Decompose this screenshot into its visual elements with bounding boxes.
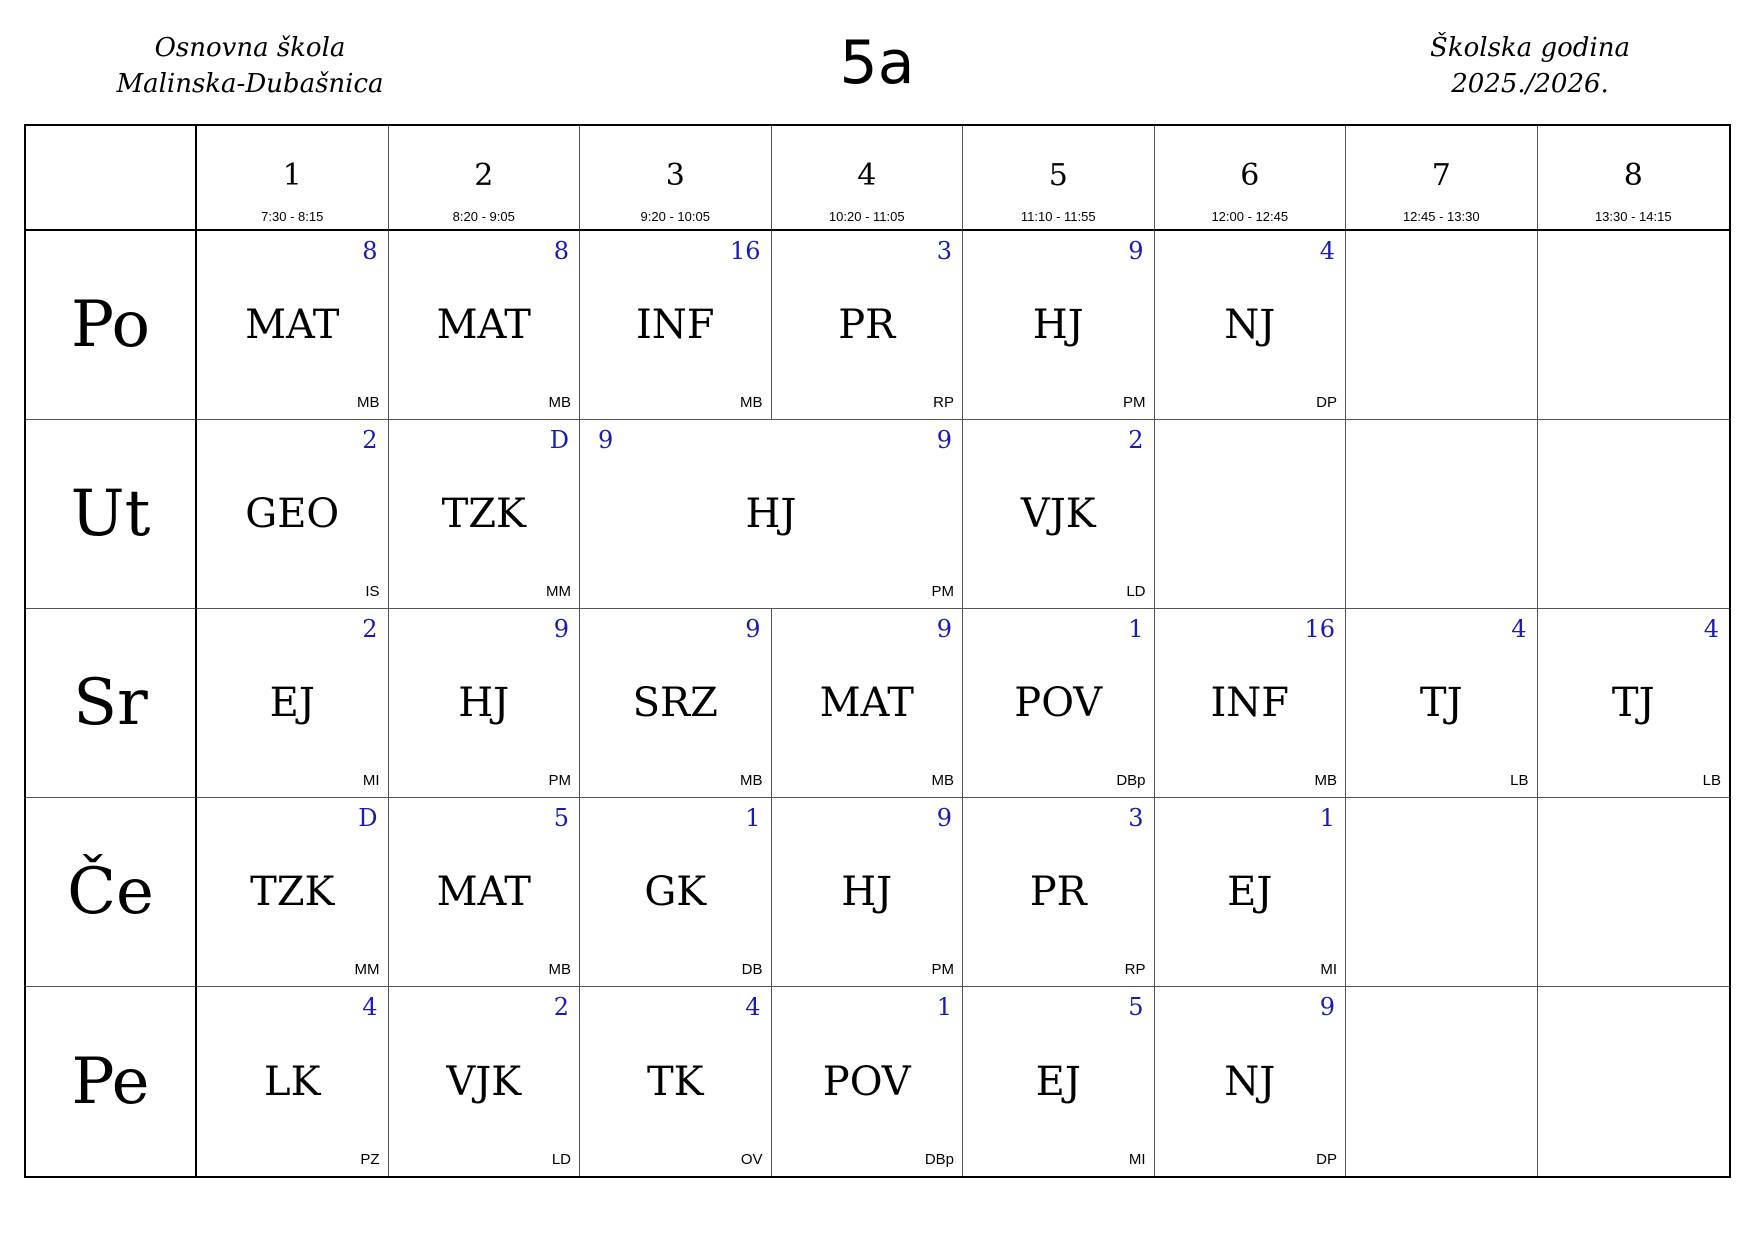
room-number: 3 bbox=[936, 237, 952, 265]
empty-cell bbox=[1538, 420, 1730, 609]
room-number: 9 bbox=[1319, 993, 1335, 1021]
room-number: 2 bbox=[553, 993, 569, 1021]
teacher-initials: DB bbox=[741, 961, 763, 978]
teacher-initials: MB bbox=[740, 394, 763, 411]
school-name bbox=[60, 30, 440, 102]
teacher-initials: MI bbox=[1320, 961, 1337, 978]
period-header bbox=[580, 126, 772, 231]
room-number: 4 bbox=[1319, 237, 1335, 265]
subject: EJ bbox=[1227, 869, 1273, 915]
school-year bbox=[1360, 30, 1700, 102]
period-time: 8:20 - 9:05 bbox=[452, 209, 515, 224]
empty-cell bbox=[1538, 231, 1730, 420]
room-number: 1 bbox=[1319, 804, 1335, 832]
subject: HJ bbox=[1032, 302, 1084, 348]
timetable-grid bbox=[24, 124, 1731, 1178]
teacher-initials: MI bbox=[362, 772, 380, 789]
teacher-initials: MB bbox=[548, 961, 571, 978]
room-number: 4 bbox=[362, 993, 378, 1021]
period-time: 11:10 - 11:55 bbox=[1020, 209, 1096, 224]
period-number: 5 bbox=[1048, 158, 1068, 193]
teacher-initials: PM bbox=[548, 772, 571, 789]
subject: VJK bbox=[1020, 491, 1096, 537]
lesson-cell[interactable] bbox=[963, 609, 1155, 798]
subject: VJK bbox=[446, 1058, 522, 1105]
period-time: 9:20 - 10:05 bbox=[640, 209, 710, 224]
teacher-initials: PZ bbox=[360, 1151, 380, 1168]
period-header bbox=[197, 126, 389, 231]
teacher-initials: MB bbox=[1314, 772, 1337, 789]
subject: TJ bbox=[1419, 680, 1463, 726]
empty-cell bbox=[1538, 987, 1730, 1176]
subject: MAT bbox=[436, 302, 531, 348]
subject: POV bbox=[822, 1058, 911, 1105]
teacher-initials: MB bbox=[931, 772, 954, 789]
lesson-cell[interactable] bbox=[389, 987, 581, 1176]
subject: PR bbox=[838, 302, 896, 348]
lesson-cell[interactable] bbox=[197, 987, 389, 1176]
lesson-cell[interactable] bbox=[1155, 609, 1347, 798]
teacher-initials: PM bbox=[931, 583, 954, 600]
day-label: Pe bbox=[71, 1044, 150, 1119]
room-number: 8 bbox=[553, 237, 569, 265]
lesson-cell[interactable] bbox=[1155, 987, 1347, 1176]
room-number: D bbox=[549, 426, 569, 454]
room-number-left: 9 bbox=[598, 426, 614, 454]
room-number: 9 bbox=[936, 615, 952, 643]
teacher-initials: PM bbox=[1123, 394, 1146, 411]
room-number: 4 bbox=[1703, 615, 1719, 643]
room-number: 9 bbox=[553, 615, 569, 643]
corner-cell bbox=[26, 126, 197, 231]
teacher-initials: OV bbox=[740, 1151, 763, 1168]
teacher-initials: MB bbox=[357, 394, 380, 411]
lesson-cell[interactable] bbox=[389, 609, 581, 798]
subject: HJ bbox=[458, 680, 510, 726]
empty-cell bbox=[1538, 798, 1730, 987]
lesson-cell[interactable] bbox=[1346, 609, 1538, 798]
room-number: 3 bbox=[1128, 804, 1144, 832]
day-label: Če bbox=[67, 855, 154, 929]
day-label-cell bbox=[26, 987, 197, 1176]
room-number: 4 bbox=[745, 993, 761, 1021]
lesson-cell[interactable] bbox=[963, 798, 1155, 987]
school-year-line1: Školska godina bbox=[1430, 33, 1630, 63]
subject: HJ bbox=[841, 869, 893, 915]
room-number: 16 bbox=[1304, 615, 1335, 643]
room-number: 2 bbox=[362, 615, 378, 643]
subject: GEO bbox=[245, 491, 340, 537]
empty-cell bbox=[1155, 420, 1347, 609]
school-year-line2: 2025./2026. bbox=[1451, 69, 1609, 99]
lesson-cell[interactable] bbox=[197, 798, 389, 987]
subject: NJ bbox=[1224, 302, 1276, 348]
subject: EJ bbox=[269, 680, 315, 726]
lesson-cell[interactable] bbox=[1155, 231, 1347, 420]
subject: TJ bbox=[1611, 680, 1655, 726]
period-number: 3 bbox=[665, 158, 685, 193]
subject: POV bbox=[1014, 680, 1103, 726]
room-number: D bbox=[358, 804, 378, 832]
period-header bbox=[772, 126, 964, 231]
subject: NJ bbox=[1224, 1058, 1276, 1105]
teacher-initials: MM bbox=[354, 961, 380, 978]
school-name-line1: Osnovna škola bbox=[154, 33, 346, 63]
day-label: Ut bbox=[70, 477, 151, 551]
period-header bbox=[1346, 126, 1538, 231]
period-number: 1 bbox=[282, 158, 302, 193]
lesson-cell[interactable] bbox=[1155, 798, 1347, 987]
room-number: 2 bbox=[362, 426, 378, 454]
lesson-cell[interactable] bbox=[197, 420, 389, 609]
empty-cell bbox=[1346, 231, 1538, 420]
lesson-cell[interactable] bbox=[197, 609, 389, 798]
room-number: 16 bbox=[729, 237, 761, 265]
period-time: 13:30 - 14:15 bbox=[1594, 209, 1672, 224]
room-number: 9 bbox=[936, 804, 952, 832]
teacher-initials: DBp bbox=[1116, 772, 1146, 789]
teacher-initials: LB bbox=[1702, 772, 1721, 789]
period-number: 4 bbox=[857, 158, 877, 193]
lesson-cell[interactable] bbox=[580, 231, 772, 420]
empty-cell bbox=[1346, 420, 1538, 609]
room-number: 1 bbox=[745, 804, 761, 832]
room-number: 9 bbox=[936, 426, 952, 454]
school-name-line2: Malinska-Dubašnica bbox=[116, 69, 384, 99]
lesson-cell[interactable] bbox=[580, 798, 772, 987]
period-header bbox=[963, 126, 1155, 231]
period-time: 12:45 - 13:30 bbox=[1402, 209, 1480, 224]
subject: MAT bbox=[436, 869, 531, 915]
room-number: 5 bbox=[553, 804, 569, 832]
period-header bbox=[1155, 126, 1347, 231]
subject: MAT bbox=[819, 680, 914, 726]
subject: TK bbox=[646, 1058, 704, 1105]
room-number: 4 bbox=[1511, 615, 1527, 643]
teacher-initials: MB bbox=[548, 394, 571, 411]
teacher-initials: MB bbox=[740, 772, 763, 789]
room-number: 1 bbox=[1128, 615, 1144, 643]
teacher-initials: MM bbox=[546, 583, 571, 600]
room-number: 9 bbox=[1128, 237, 1144, 265]
period-time: 7:30 - 8:15 bbox=[261, 209, 324, 224]
lesson-cell[interactable] bbox=[389, 798, 581, 987]
teacher-initials: IS bbox=[365, 583, 380, 600]
subject: EJ bbox=[1035, 1058, 1081, 1105]
period-time: 12:00 - 12:45 bbox=[1211, 209, 1289, 224]
day-label-cell bbox=[26, 798, 197, 987]
subject: TZK bbox=[441, 491, 526, 537]
room-number: 2 bbox=[1128, 426, 1144, 454]
lesson-cell[interactable] bbox=[580, 609, 772, 798]
period-time: 10:20 - 11:05 bbox=[828, 209, 905, 224]
teacher-initials: DBp bbox=[924, 1151, 954, 1168]
lesson-cell[interactable] bbox=[963, 987, 1155, 1176]
day-label-cell bbox=[26, 420, 197, 609]
subject: LK bbox=[264, 1058, 321, 1105]
lesson-cell[interactable] bbox=[772, 231, 964, 420]
lesson-cell[interactable] bbox=[772, 609, 964, 798]
teacher-initials: DP bbox=[1316, 1151, 1337, 1168]
period-header bbox=[1538, 126, 1730, 231]
subject: INF bbox=[635, 302, 715, 348]
day-label-cell bbox=[26, 231, 197, 420]
period-number: 6 bbox=[1240, 158, 1260, 193]
subject: INF bbox=[1210, 680, 1290, 726]
lesson-cell[interactable] bbox=[580, 987, 772, 1176]
teacher-initials: PM bbox=[931, 961, 954, 978]
empty-cell bbox=[1346, 798, 1538, 987]
lesson-cell[interactable] bbox=[389, 420, 581, 609]
day-label: Po bbox=[71, 288, 150, 362]
subject: MAT bbox=[245, 302, 340, 348]
subject: TZK bbox=[250, 869, 335, 915]
period-number: 2 bbox=[474, 158, 494, 193]
lesson-cell[interactable] bbox=[1538, 609, 1730, 798]
day-label: Sr bbox=[73, 666, 148, 740]
period-number: 7 bbox=[1431, 158, 1451, 193]
lesson-cell[interactable] bbox=[389, 231, 581, 420]
teacher-initials: RP bbox=[1124, 961, 1146, 978]
teacher-initials: LD bbox=[1126, 583, 1146, 600]
day-label-cell bbox=[26, 609, 197, 798]
subject: HJ bbox=[745, 491, 797, 537]
teacher-initials: MI bbox=[1128, 1151, 1146, 1168]
class-title: 5a bbox=[839, 28, 915, 98]
period-number: 8 bbox=[1623, 158, 1643, 193]
empty-cell bbox=[1346, 987, 1538, 1176]
room-number: 5 bbox=[1128, 993, 1144, 1021]
teacher-initials: LD bbox=[551, 1151, 571, 1168]
room-number: 1 bbox=[936, 993, 952, 1021]
subject: SRZ bbox=[632, 680, 718, 726]
lesson-cell[interactable] bbox=[197, 231, 389, 420]
teacher-initials: DP bbox=[1316, 394, 1337, 411]
subject: PR bbox=[1029, 869, 1087, 915]
period-header bbox=[389, 126, 581, 231]
room-number: 9 bbox=[745, 615, 761, 643]
room-number: 8 bbox=[362, 237, 378, 265]
lesson-cell[interactable] bbox=[963, 420, 1155, 609]
lesson-cell[interactable] bbox=[772, 798, 964, 987]
lesson-cell[interactable] bbox=[963, 231, 1155, 420]
teacher-initials: RP bbox=[933, 394, 954, 411]
lesson-cell[interactable] bbox=[772, 987, 964, 1176]
subject: GK bbox=[644, 869, 707, 915]
lesson-cell-double[interactable] bbox=[580, 420, 963, 609]
teacher-initials: LB bbox=[1510, 772, 1529, 789]
